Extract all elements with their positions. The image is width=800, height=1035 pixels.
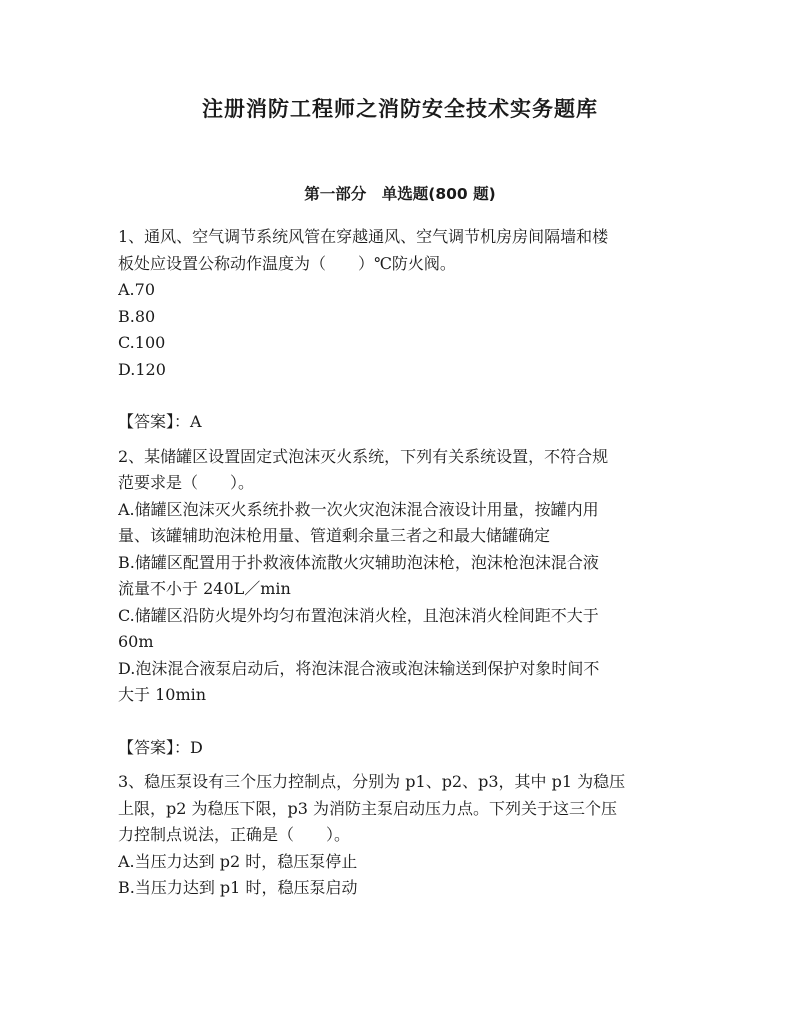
question-1-option-a: A.70 (118, 280, 155, 299)
option-line: C.储罐区沿防火堤外均匀布置泡沫消火栓，且泡沫消火栓间距不大于 (118, 605, 599, 625)
option-line: A.储罐区泡沫灭火系统扑救一次火灾泡沫混合液设计用量，按罐内用 (118, 499, 599, 519)
option-line: 量、该罐辅助泡沫枪用量、管道剩余量三者之和最大储罐确定 (118, 526, 551, 545)
option-line: B.储罐区配置用于扑救液体流散火灾辅助泡沫枪，泡沫枪泡沫混合液 (118, 552, 599, 572)
question-2-option-c (118, 603, 678, 656)
question-stem-line: 板处应设置公称动作温度为（ ）℃防火阀。 (118, 253, 456, 273)
question-1-option-d: D.120 (118, 359, 166, 379)
question-2-answer: 【答案】：D (118, 737, 203, 757)
question-3 (118, 769, 678, 902)
section-title: 第一部分 单选题(800 题) (304, 185, 496, 203)
question-1-answer: 【答案】：A (118, 412, 202, 431)
question-2-option-a (118, 497, 678, 550)
question-stem-line: 2、某储罐区设置固定式泡沫灭火系统，下列有关系统设置，不符合规 (118, 446, 609, 466)
question-3-stem (118, 769, 678, 849)
option-line: D.泡沫混合液泵启动后，将泡沫混合液或泡沫输送到保护对象时间不 (118, 658, 600, 678)
question-2 (118, 444, 678, 762)
question-stem-line: 1、通风、空气调节系统风管在穿越通风、空气调节机房房间隔墙和楼 (118, 227, 609, 246)
question-3-option-a: A.当压力达到 p2 时，稳压泵停止 (118, 851, 358, 871)
question-1-stem (118, 224, 678, 277)
question-2-option-d (118, 656, 678, 709)
question-stem-line: 范要求是（ ）。 (118, 473, 255, 492)
question-1 (118, 224, 678, 436)
document-title: 注册消防工程师之消防安全技术实务题库 (202, 97, 598, 121)
question-1-option-c: C.100 (118, 333, 166, 352)
option-line: 60m (118, 632, 154, 651)
question-3-option-b: B.当压力达到 p1 时，稳压泵启动 (118, 878, 358, 897)
question-stem-line: 力控制点说法，正确是（ ）。 (118, 825, 351, 844)
question-2-option-b (118, 550, 678, 603)
question-2-stem (118, 444, 678, 497)
option-line: 大于 10min (118, 685, 207, 704)
option-line: 流量不小于 240L／min (118, 579, 291, 598)
question-stem-line: 3、稳压泵设有三个压力控制点，分别为 p1、p2、p3，其中 p1 为稳压 (118, 772, 626, 791)
question-list (118, 224, 678, 902)
question-1-option-b: B.80 (118, 306, 156, 326)
question-stem-line: 上限，p2 为稳压下限，p3 为消防主泵启动压力点。下列关于这三个压 (118, 798, 618, 818)
